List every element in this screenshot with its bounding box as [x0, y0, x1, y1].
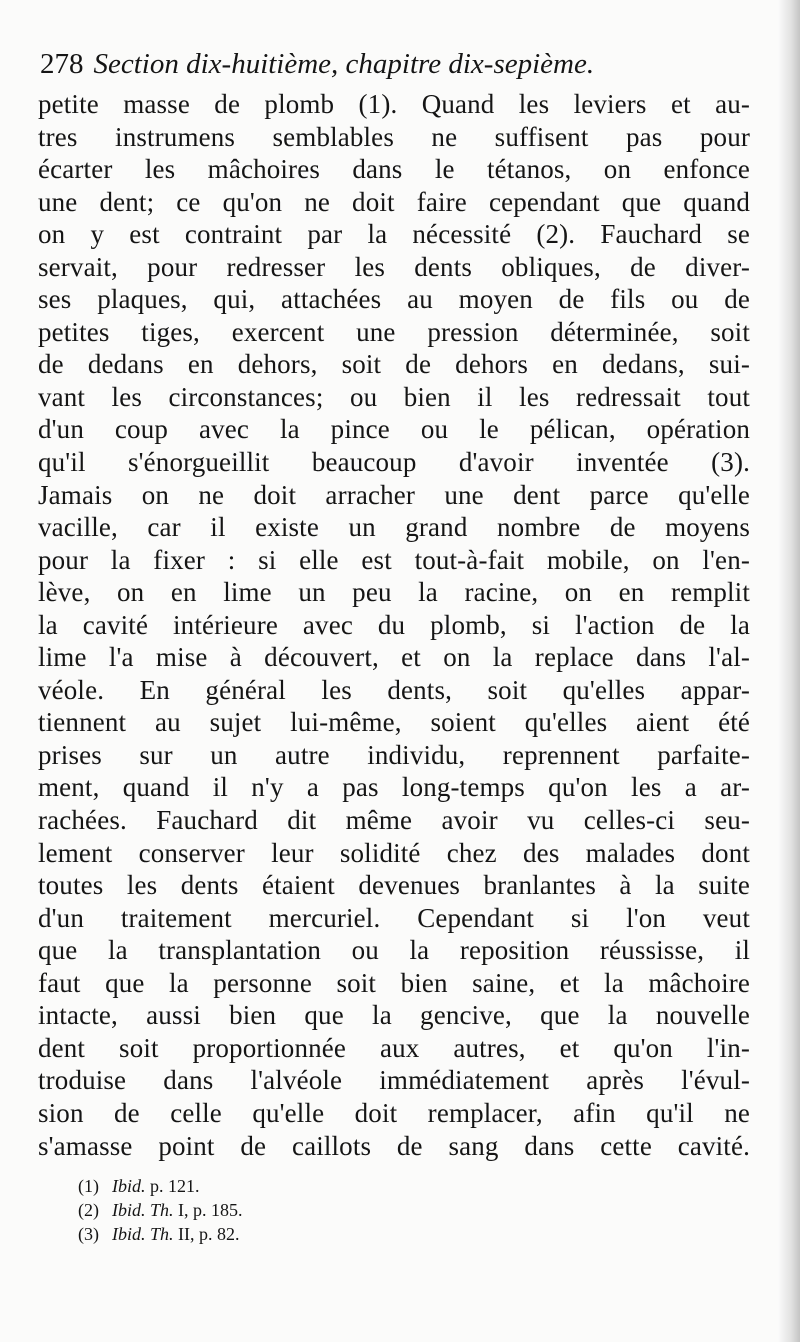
footnote-citation: p. 121. [145, 1176, 200, 1196]
chapter-title: Section dix-huitième, chapitre dix-sepième. [93, 48, 595, 80]
spine-shadow [778, 0, 800, 1342]
text-line: prises sur un autre individu, reprennent parfaite- [38, 739, 750, 770]
footnote-reference: Ibid. [112, 1176, 146, 1196]
footnote-mark: (2) [78, 1200, 99, 1220]
text-line: rachées. Fauchard dit même avoir vu celles-ci seu- [38, 805, 750, 836]
text-line: vant les circonstances; ou bien il les redressait tout [38, 381, 750, 412]
text-line: petite masse de plomb (1). Quand les leviers et au- [38, 89, 750, 119]
footnote [78, 1174, 478, 1198]
text-line: lime l'a mise à découvert, et on la replace dans l'al- [38, 642, 750, 673]
text-line: sion de celle qu'elle doit remplacer, afin qu'il ne [38, 1097, 750, 1128]
text-line: intacte, aussi bien que la gencive, que la nouvelle [38, 1000, 750, 1031]
text-line: Jamais on ne doit arracher une dent parce qu'elle [38, 479, 750, 510]
footnotes [78, 1174, 478, 1246]
text-line: d'un coup avec la pince ou le pélican, opération [38, 414, 750, 445]
text-line: tres instrumens semblables ne suffisent pas pour [38, 121, 750, 152]
footnote-citation: II, p. 82. [173, 1224, 240, 1244]
text-line: véole. En général les dents, soit qu'elles appar- [38, 674, 750, 705]
body-text [38, 88, 750, 1162]
text-line: la cavité intérieure avec du plomb, si l'action de la [38, 609, 750, 640]
text-line: lève, on en lime un peu la racine, on en remplit [38, 577, 750, 608]
text-line: lement conserver leur solidité chez des malades dont [38, 837, 750, 868]
page-number: 278 [40, 48, 84, 80]
text-line: s'amasse point de caillots de sang dans cette cavité. [38, 1130, 750, 1161]
text-line: dent soit proportionnée aux autres, et qu'on l'in- [38, 1032, 750, 1063]
text-line: troduise dans l'alvéole immédiatement après l'évul- [38, 1065, 750, 1096]
footnote-reference: Ibid. Th. [112, 1200, 174, 1220]
text-line: petites tiges, exercent une pression déterminée, soit [38, 316, 750, 347]
text-line: écarter les mâchoires dans le tétanos, on enfonce [38, 154, 750, 185]
footnote-reference: Ibid. Th. [112, 1224, 174, 1244]
footnote-citation: I, p. 185. [173, 1200, 243, 1220]
text-line: on y est contraint par la nécessité (2). Fauchard se [38, 219, 750, 250]
text-line: pour la fixer : si elle est tout-à-fait mobile, on l'en- [38, 544, 750, 575]
footnote-mark: (3) [78, 1224, 99, 1244]
text-line: que la transplantation ou la reposition réussisse, il [38, 935, 750, 966]
running-head [40, 44, 730, 84]
text-line: de dedans en dehors, soit de dehors en dedans, sui- [38, 349, 750, 380]
text-line: d'un traitement mercuriel. Cependant si l'on veut [38, 902, 750, 933]
footnote [78, 1222, 478, 1246]
text-line: faut que la personne soit bien saine, et la mâchoire [38, 967, 750, 998]
footnote [78, 1198, 478, 1222]
text-line: toutes les dents étaient devenues branlantes à la suite [38, 870, 750, 901]
text-line: qu'il s'énorgueillit beaucoup d'avoir inventée (3). [38, 447, 750, 478]
text-line: une dent; ce qu'on ne doit faire cependant que quand [38, 186, 750, 217]
text-line: ment, quand il n'y a pas long-temps qu'on les a ar- [38, 772, 750, 803]
text-line: servait, pour redresser les dents obliques, de diver- [38, 251, 750, 282]
text-line: vacille, car il existe un grand nombre de moyens [38, 512, 750, 543]
text-line: ses plaques, qui, attachées au moyen de fils ou de [38, 284, 750, 315]
footnote-mark: (1) [78, 1176, 99, 1196]
text-line: tiennent au sujet lui-même, soient qu'elles aient été [38, 707, 750, 738]
